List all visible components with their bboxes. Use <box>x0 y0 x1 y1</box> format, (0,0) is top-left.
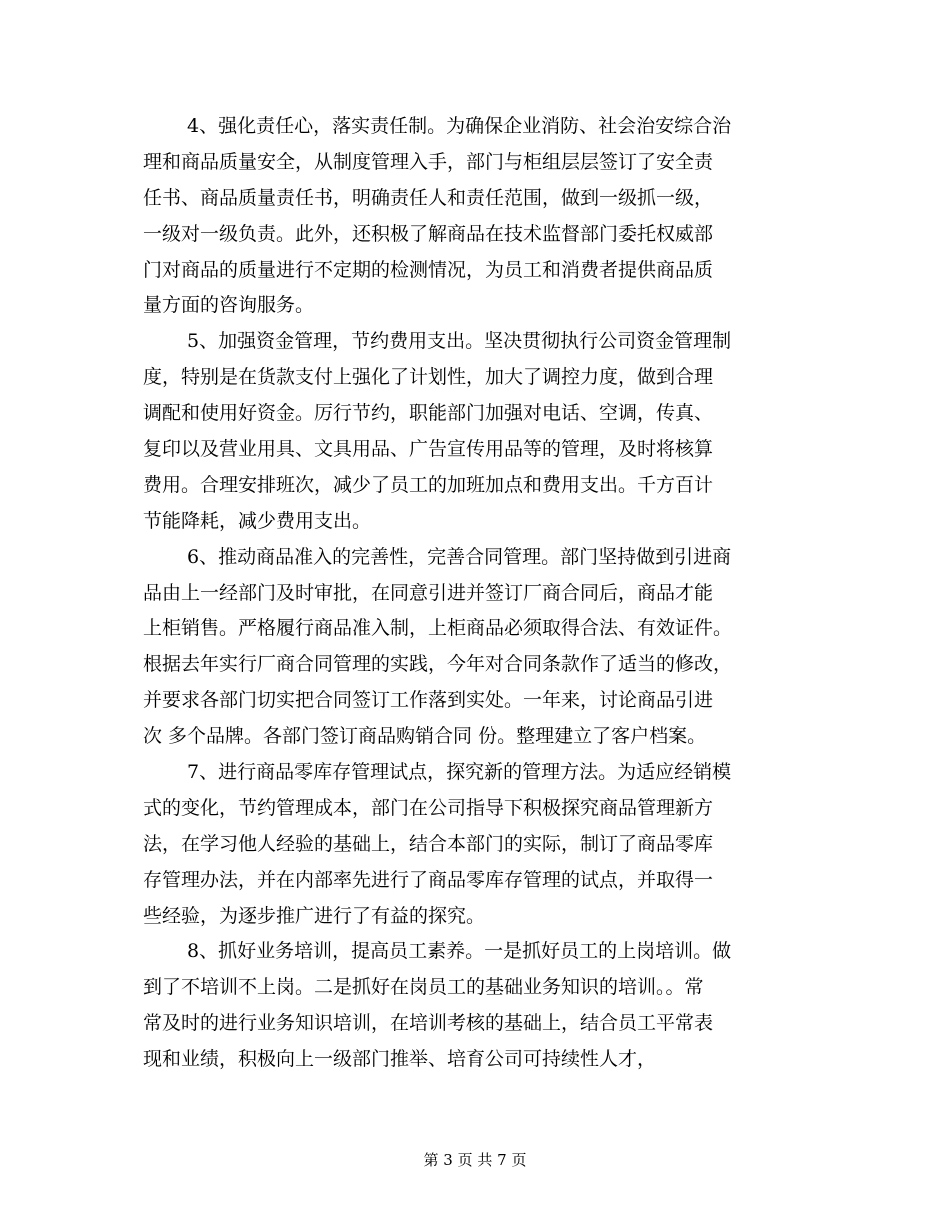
paragraph-line: 到了不培训不上岗。二是抓好在岗员工的基础业务知识的培训。。常 <box>143 976 704 999</box>
paragraph-line: 节能降耗，减少费用支出。 <box>143 509 372 532</box>
paragraph-line: 4、强化责任心，落实责任制。为确保企业消防、社会治安综合治 <box>187 115 732 137</box>
page-number: 第 3 页 共 7 页 <box>423 1151 527 1169</box>
paragraph-line: 理和商品质量安全，从制度管理入手，部门与柜组层层签订了安全责 <box>143 150 714 173</box>
paragraph-line: 根据去年实行厂商合同管理的实践，今年对合同条款作了适当的修改， <box>143 653 733 676</box>
paragraph-8 <box>143 934 808 1078</box>
paragraph-line: 常及时的进行业务知识培训，在培训考核的基础上，结合员工平常表 <box>143 1012 714 1035</box>
paragraph-line: 次 多个品牌。各部门签订商品购销合同 份。整理建立了客户档案。 <box>143 725 707 748</box>
paragraph-line: 品由上一经部门及时审批，在同意引进并签订厂商合同后，商品才能 <box>143 581 714 604</box>
paragraph-line: 法，在学习他人经验的基础上，结合本部门的实际，制订了商品零库 <box>143 832 714 855</box>
paragraph-line: 7、进行商品零库存管理试点，探究新的管理方法。为适应经销模 <box>187 761 732 784</box>
paragraph-line: 5、加强资金管理，节约费用支出。坚决贯彻执行公司资金管理制 <box>187 330 732 353</box>
paragraph-line: 调配和使用好资金。厉行节约，职能部门加强对电话、空调，传真、 <box>143 402 714 425</box>
paragraph-line: 并要求各部门切实把合同签订工作落到实处。一年来，讨论商品引进 <box>143 689 714 712</box>
paragraph-line: 一级对一级负责。此外，还积极了解商品在技术监督部门委托权威部 <box>143 222 714 245</box>
document-body <box>143 109 808 1078</box>
paragraph-line: 门对商品的质量进行不定期的检测情况，为员工和消费者提供商品质 <box>143 258 714 281</box>
paragraph-4 <box>143 109 808 324</box>
page-footer <box>0 1150 950 1170</box>
paragraph-line: 费用。合理安排班次，减少了员工的加班加点和费用支出。千方百计 <box>143 473 714 496</box>
paragraph-line: 上柜销售。严格履行商品准入制，上柜商品必须取得合法、有效证件。 <box>143 617 733 640</box>
paragraph-7 <box>143 755 808 934</box>
paragraph-line: 8、抓好业务培训，提高员工素养。一是抓好员工的上岗培训。做 <box>187 940 732 963</box>
paragraph-6 <box>143 540 808 755</box>
paragraph-line: 式的变化，节约管理成本，部门在公司指导下积极探究商品管理新方 <box>143 796 714 819</box>
paragraph-line: 6、推动商品准入的完善性，完善合同管理。部门坚持做到引进商 <box>187 545 732 568</box>
paragraph-line: 存管理办法，并在内部率先进行了商品零库存管理的试点，并取得一 <box>143 868 714 891</box>
paragraph-line: 复印以及营业用具、文具用品、广告宣传用品等的管理，及时将核算 <box>143 438 714 461</box>
paragraph-5 <box>143 324 808 539</box>
paragraph-line: 量方面的咨询服务。 <box>143 294 315 317</box>
paragraph-line: 任书、商品质量责任书，明确责任人和责任范围，做到一级抓一级， <box>143 186 714 209</box>
paragraph-line: 度，特别是在货款支付上强化了计划性，加大了调控力度，做到合理 <box>143 366 714 389</box>
paragraph-line: 些经验，为逐步推广进行了有益的探究。 <box>143 904 486 927</box>
paragraph-line: 现和业绩，积极向上一级部门推举、培育公司可持续性人才， <box>143 1048 657 1071</box>
